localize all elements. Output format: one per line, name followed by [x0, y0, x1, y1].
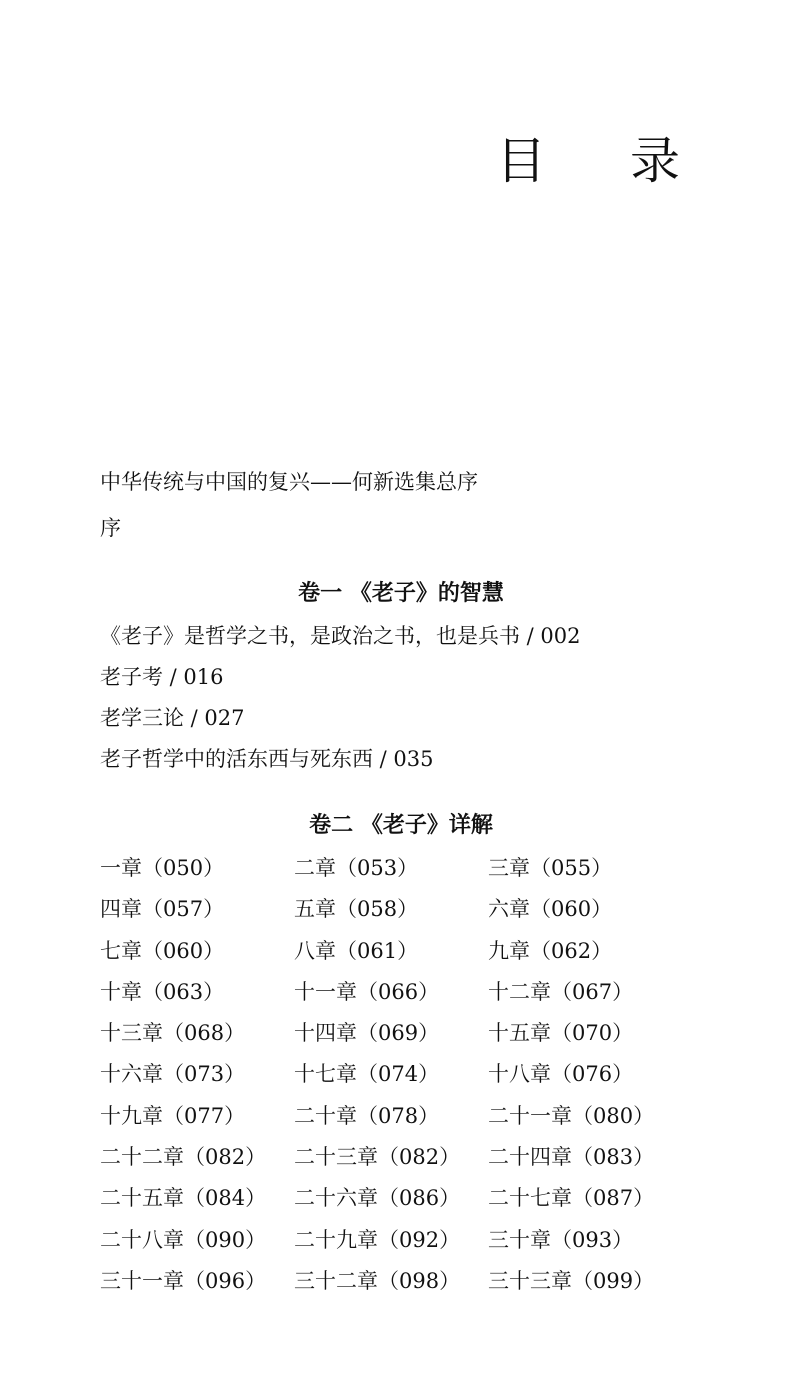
- chapter-entry[interactable]: 二十九章（092）: [294, 1227, 461, 1252]
- chapter-entry[interactable]: 十一章（066）: [294, 979, 440, 1004]
- chapter-entry[interactable]: 二十章（078）: [294, 1103, 440, 1128]
- chapter-entry[interactable]: 二章（053）: [294, 856, 419, 880]
- toc-entry[interactable]: 老学三论 / 027: [100, 706, 245, 730]
- chapter-entry[interactable]: 三章（055）: [488, 856, 613, 880]
- chapter-entry[interactable]: 六章（060）: [488, 897, 613, 922]
- chapter-entry[interactable]: 十三章（068）: [100, 1021, 246, 1046]
- chapter-entry[interactable]: 七章（060）: [100, 938, 225, 963]
- toc-entry-preface[interactable]: 序: [100, 516, 121, 540]
- chapter-entry[interactable]: 三十三章（099）: [488, 1268, 655, 1293]
- chapter-entry[interactable]: 十六章（073）: [100, 1062, 246, 1087]
- page-title: 目 录: [496, 132, 714, 190]
- chapter-entry[interactable]: 八章（061）: [294, 938, 419, 963]
- chapter-entry[interactable]: 十七章（074）: [294, 1062, 440, 1087]
- chapter-entry[interactable]: 十章（063）: [100, 979, 225, 1004]
- chapter-entry[interactable]: 三十章（093）: [488, 1227, 634, 1252]
- toc-entry[interactable]: 《老子》是哲学之书，是政治之书，也是兵书 / 002: [100, 624, 581, 648]
- volume2-heading: 卷二 《老子》详解: [309, 813, 493, 838]
- chapter-entry[interactable]: 十五章（070）: [488, 1021, 634, 1046]
- chapter-entry[interactable]: 十四章（069）: [294, 1021, 440, 1046]
- toc-entry[interactable]: 老子哲学中的活东西与死东西 / 035: [100, 747, 434, 771]
- chapter-entry[interactable]: 五章（058）: [294, 897, 419, 922]
- chapter-entry[interactable]: 二十六章（086）: [294, 1186, 461, 1211]
- chapter-entry[interactable]: 三十二章（098）: [294, 1268, 461, 1293]
- chapter-entry[interactable]: 二十五章（084）: [100, 1186, 267, 1211]
- toc-entry[interactable]: 老子考 / 016: [100, 665, 224, 689]
- chapter-entry[interactable]: 二十四章（083）: [488, 1145, 655, 1170]
- chapter-grid: [100, 856, 682, 1310]
- chapter-entry[interactable]: 三十一章（096）: [100, 1268, 267, 1293]
- chapter-entry[interactable]: 二十二章（082）: [100, 1145, 267, 1170]
- chapter-entry[interactable]: 十二章（067）: [488, 979, 634, 1004]
- chapter-entry[interactable]: 二十八章（090）: [100, 1227, 267, 1252]
- chapter-entry[interactable]: 十八章（076）: [488, 1062, 634, 1087]
- chapter-entry[interactable]: 二十一章（080）: [488, 1103, 655, 1128]
- chapter-entry[interactable]: 九章（062）: [488, 938, 613, 963]
- volume1-heading: 卷一 《老子》的智慧: [298, 581, 504, 606]
- chapter-entry[interactable]: 四章（057）: [100, 897, 225, 922]
- chapter-entry[interactable]: 二十三章（082）: [294, 1145, 461, 1170]
- toc-entry-general-preface[interactable]: 中华传统与中国的复兴——何新选集总序: [100, 470, 478, 494]
- chapter-entry[interactable]: 十九章（077）: [100, 1103, 246, 1128]
- chapter-entry[interactable]: 二十七章（087）: [488, 1186, 655, 1211]
- chapter-entry[interactable]: 一章（050）: [100, 856, 225, 880]
